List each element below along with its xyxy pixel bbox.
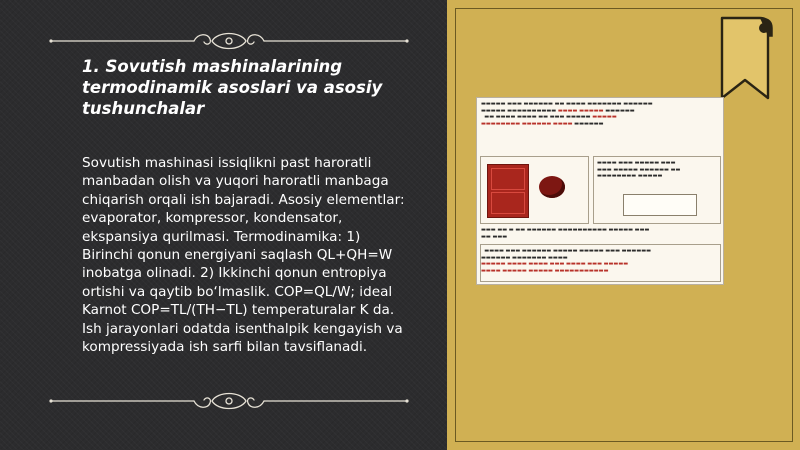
compressor-picture bbox=[539, 176, 565, 198]
bottom-scroll-ornament-icon bbox=[48, 389, 410, 413]
slide-body-text: Sovutish mashinasi issiqlikni past haroratli manbadan olish va yuqori haroratli manbaga chiqarish orqali ish bajaradi. Asosiy elementlar: evaporator, kompressor, kondensator, ekspansiya qurilmasi. Termodinamika: 1) Birinchi qonun energiyani saqlash QL+QH=W inobatga olinadi. 2) Ikkinchi qonun entropiya ortishi va qaytib bo‘lmaslik. COP=QL/W; ideal Karnot COP=TL/(TH−TL) temperaturalar K da. Ish jarayonlari odatda isenthalpik kengayish va kompressiyada ish sarfi bilan tavsiflanadi. bbox=[82, 155, 405, 356]
top-scroll-ornament-icon bbox=[48, 29, 410, 53]
slide-title: 1. Sovutish mashinalarining termodinamik asoslari va asosiy tushunchalar bbox=[82, 57, 383, 118]
refrigerator-picture bbox=[487, 164, 529, 218]
doc-line: ▬▬▬▬▬ ▬▬▬ ▬▬▬▬▬▬ ▬▬ ▬▬▬▬ ▬▬▬▬▬▬▬ ▬▬▬▬▬▬ ▬▬▬▬▬ ▬▬▬▬▬▬▬▬▬▬ ▬▬▬▬ ▬▬▬▬▬ ▬▬▬▬▬▬ ▬▬ ▬▬▬▬ ▬▬▬▬ ▬▬ ▬▬▬ ▬▬▬▬▬ ▬▬▬▬▬ ▬▬▬▬▬▬▬▬ ▬▬▬▬▬▬ ▬▬▬▬ ▬▬▬▬▬▬ bbox=[481, 101, 653, 127]
doc-line: ▬▬▬ ▬▬ ▬ ▬▬ ▬▬▬▬▬▬ ▬▬▬▬▬▬▬▬▬▬ ▬▬▬▬▬ ▬▬▬ ▬▬ ▬▬▬ bbox=[481, 227, 650, 240]
textbook-page-image bbox=[476, 97, 724, 285]
bookmark-icon bbox=[716, 16, 776, 102]
doc-line: ▬▬▬▬ ▬▬▬ ▬▬▬▬▬ ▬▬▬ ▬▬▬ ▬▬▬▬▬ ▬▬▬▬▬▬ ▬▬ ▬▬▬▬▬▬▬▬ ▬▬▬▬▬ bbox=[597, 160, 681, 180]
doc-formula-box bbox=[623, 194, 697, 216]
doc-line: ▬▬▬▬ ▬▬▬ ▬▬▬▬▬▬ ▬▬▬▬▬ ▬▬▬▬▬ ▬▬▬ ▬▬▬▬▬▬ ▬▬▬▬▬▬ ▬▬▬▬▬▬▬ ▬▬▬▬ ▬▬▬▬▬ ▬▬▬▬ ▬▬▬▬ ▬▬▬ ▬▬▬▬ ▬▬▬ ▬▬▬▬▬ ▬▬▬▬ ▬▬▬▬▬ ▬▬▬▬▬ ▬▬▬▬▬▬▬▬▬▬▬ bbox=[481, 248, 652, 274]
